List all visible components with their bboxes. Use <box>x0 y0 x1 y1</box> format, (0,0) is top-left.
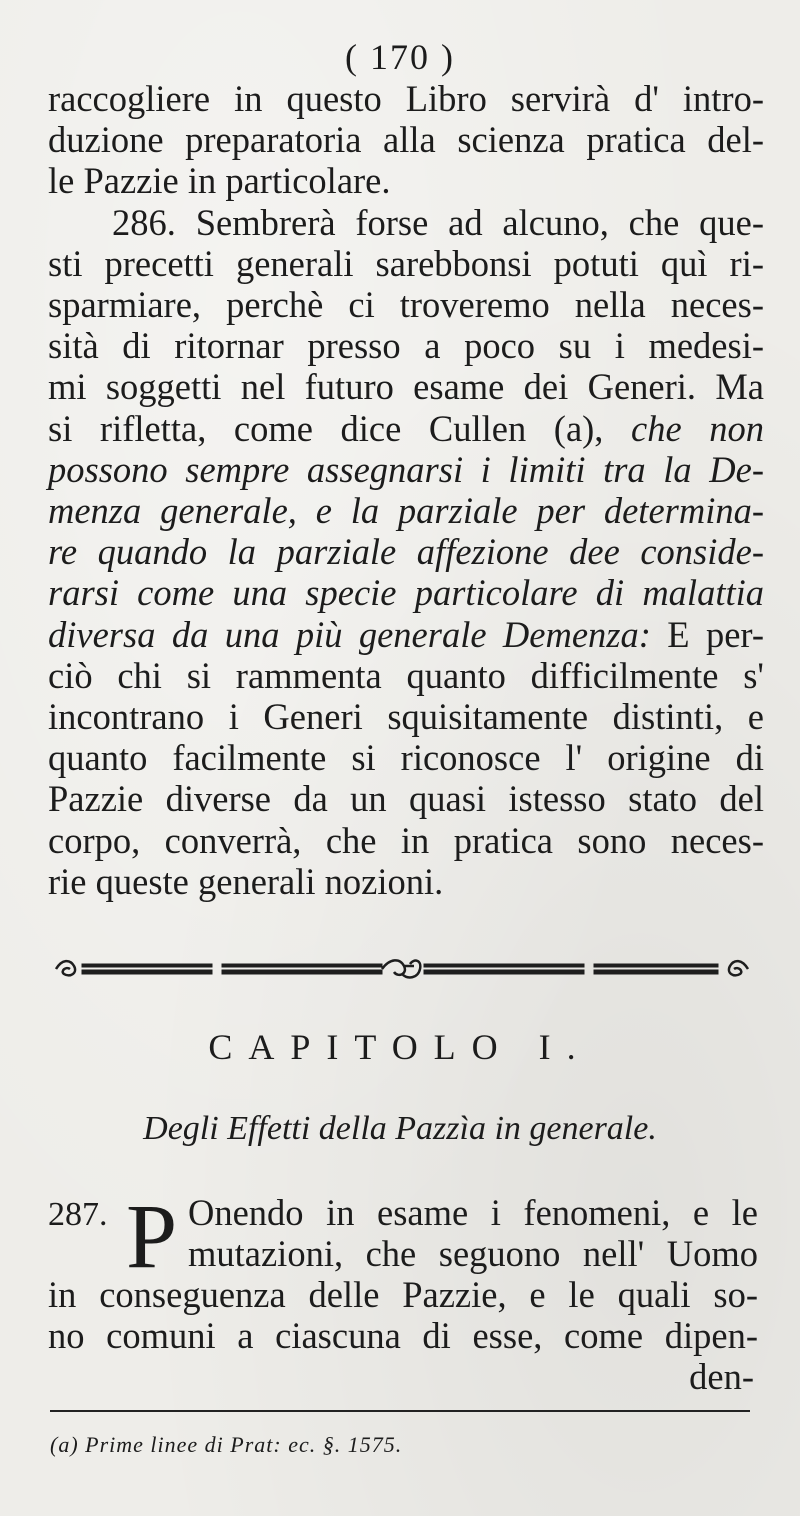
drop-cap: P <box>126 1185 178 1287</box>
text-line: in conseguenza delle Pazzie, e le quali so- <box>48 1274 758 1315</box>
italic-line: re quando la parziale affezione dee conside- <box>48 531 764 573</box>
text-line-mixed <box>48 614 764 655</box>
text-line: sità di ritornar presso a poco su i medesi- <box>48 325 764 367</box>
footnote: (a) Prime linee di Prat: ec. §. 1575. <box>50 1432 403 1457</box>
text-line: sti precetti generali sarebbonsi potuti quì ri- <box>48 242 764 284</box>
italic-line: menza generale, e la parziale per determina- <box>48 490 764 532</box>
italic-run: che non <box>631 407 764 449</box>
text-line: sparmiare, perchè ci troveremo nella neces- <box>48 284 764 326</box>
text-line: Pazzie diverse da un quasi istesso stato del <box>48 778 764 820</box>
roman-run: si rifletta, come dice Cullen (a), <box>48 407 604 449</box>
text-line: duzione preparatoria alla scienza pratica del- <box>48 119 764 161</box>
ornamental-divider <box>52 954 752 984</box>
chapter-subtitle: Degli Effetti della Pazzìa in generale. <box>143 1110 657 1147</box>
roman-run: E per- <box>667 613 764 655</box>
footnote-rule <box>50 1410 750 1412</box>
text-line: ciò chi si rammenta quanto difficilmente s' <box>48 654 764 696</box>
text-line: no comuni a ciascuna di esse, come dipen- <box>48 1315 758 1356</box>
text-line: quanto facilmente si riconosce l' origine di <box>48 737 764 779</box>
chapter-title: CAPITOLO I. <box>208 1027 592 1067</box>
catchword: den- <box>689 1356 754 1397</box>
text-line: mi soggetti nel futuro esame dei Generi. Ma <box>48 366 764 408</box>
text-line: mutazioni, che seguono nell' Uomo <box>188 1233 758 1274</box>
italic-line: possono sempre assegnarsi i limiti tra la De- <box>48 448 764 490</box>
text-line: corpo, converrà, che in pratica sono neces- <box>48 819 764 861</box>
text-line: Onendo in esame i fenomeni, e le <box>188 1192 758 1233</box>
italic-line: rarsi come una specie particolare di malattia <box>48 572 764 614</box>
text-line-mixed <box>48 408 764 449</box>
paragraph-number: 287. <box>48 1196 108 1233</box>
paragraph-286-start: 286. Sembrerà forse ad alcuno, che que- <box>112 201 764 243</box>
text-line: rie queste generali nozioni. <box>48 860 444 902</box>
body-text <box>48 78 764 902</box>
text-line: incontrano i Generi squisitamente distinti, e <box>48 696 764 738</box>
italic-run: diversa da una più generale Demenza: <box>48 613 651 655</box>
text-line: raccogliere in questo Libro servirà d' intro- <box>48 78 764 119</box>
page-number: ( 170 ) <box>345 37 455 77</box>
text-line: le Pazzie in particolare. <box>48 160 391 202</box>
